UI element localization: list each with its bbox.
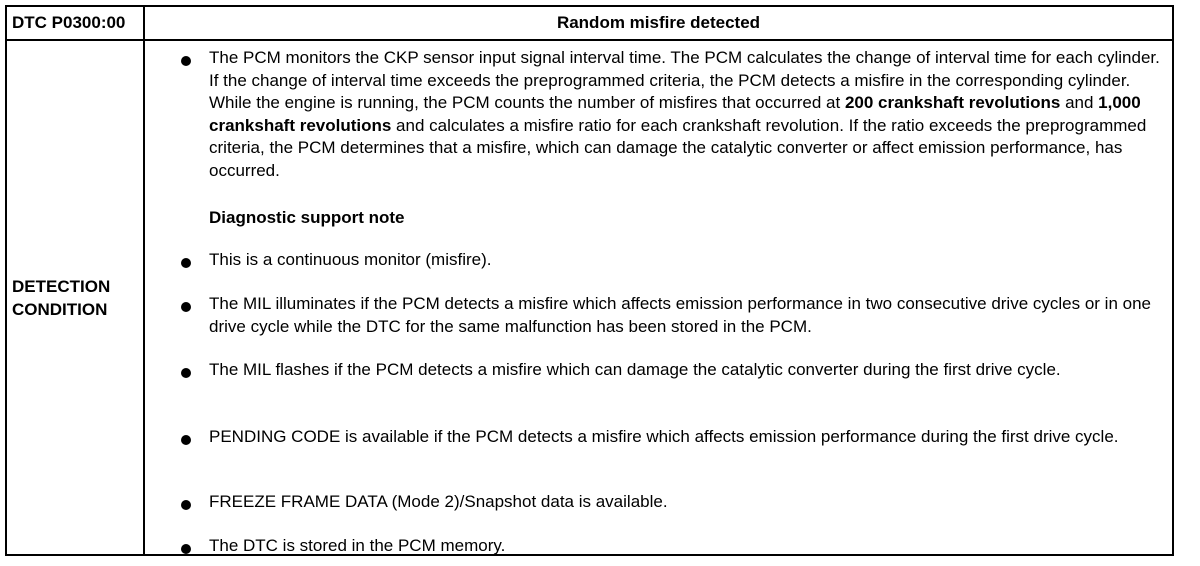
dtc-code: DTC P0300:00 (7, 7, 145, 39)
bullet-icon (181, 500, 191, 510)
note-item: The MIL flashes if the PCM detects a misfire which can damage the catalytic converter during the first drive cycle. (209, 360, 1061, 379)
bullet-icon (181, 258, 191, 268)
bold-phrase: 200 crankshaft revolutions (844, 93, 1061, 112)
detection-condition-content (145, 41, 1172, 554)
table-body-row (7, 41, 1172, 554)
dtc-title: Random misfire detected (556, 13, 761, 32)
note-item: PENDING CODE is available if the PCM detects a misfire which affects emission performance during the first drive cycle. (209, 427, 1119, 446)
section-label-cell (7, 41, 145, 554)
bullet-icon (181, 368, 191, 378)
bullet-icon (181, 544, 191, 554)
bullet-icon (181, 435, 191, 445)
bullet-icon (181, 302, 191, 312)
dtc-table (5, 5, 1174, 556)
bullet-icon (181, 56, 191, 66)
note-item: FREEZE FRAME DATA (Mode 2)/Snapshot data is available. (209, 492, 668, 511)
section-label: DETECTION CONDITION (12, 276, 111, 319)
note-item: The DTC is stored in the PCM memory. (209, 536, 506, 555)
bold-phrase: 1,000 crankshaft revolutions (209, 93, 1141, 135)
note-heading: Diagnostic support note (209, 208, 405, 227)
note-item: The MIL illuminates if the PCM detects a misfire which affects emission performance in two consecutive drive cycles or in one drive cycle while the DTC for the same malfunction has been stored in the PCM. (209, 294, 1151, 336)
table-header-row (7, 7, 1172, 41)
note-item: This is a continuous monitor (misfire). (209, 250, 492, 269)
main-paragraph: The PCM monitors the CKP sensor input signal interval time. The PCM calculates the change of interval time for each cylinder. If the change of interval time exceeds the preprogrammed criteria, the PCM detects a misfire in the corresponding cylinder. While the engine is running, the PCM counts the number of misfires that occurred at 200 crankshaft revolutions and 1,000 crankshaft revolutions and calculates a misfire ratio for each crankshaft revolution. If the ratio exceeds the preprogrammed criteria, the PCM determines that a misfire, which can damage the catalytic converter or affect emission performance, has occurred. (209, 48, 1160, 180)
